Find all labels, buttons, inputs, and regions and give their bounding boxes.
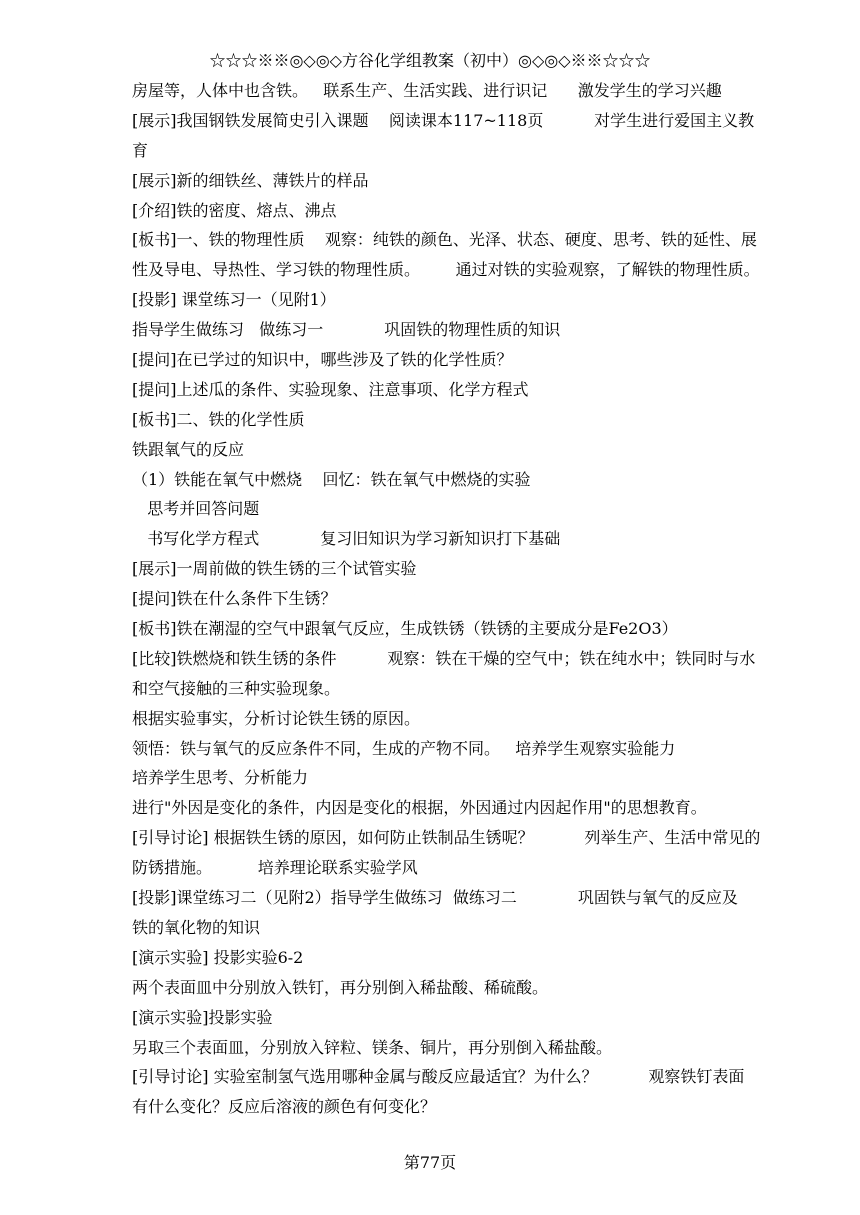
- text-line: 铁的氧化物的知识: [132, 917, 261, 937]
- page-header: ☆☆☆※※◎◇◎◇方谷化学组教案（初中）◎◇◎◇※※☆☆☆: [209, 51, 651, 70]
- text-line: 两个表面皿中分别放入铁钉，再分别倒入稀盐酸、稀硫酸。: [132, 977, 549, 997]
- text-line: 育: [132, 140, 149, 160]
- text-line: [展示]一周前做的铁生锈的三个试管实验: [132, 559, 417, 579]
- text-line: [投影]课堂练习二（见附2）指导学生做练习 做练习二 巩固铁与氧气的反应及: [132, 888, 738, 908]
- text-line: 指导学生做练习 做练习一 巩固铁的物理性质的知识: [132, 320, 561, 340]
- text-line: （1）铁能在氧气中燃烧 回忆：铁在氧气中燃烧的实验: [132, 469, 531, 489]
- text-line: 防锈措施。 培养理论联系实验学风: [132, 858, 418, 878]
- text-line: [演示实验] 投影实验6-2: [132, 947, 304, 967]
- text-line: [提问]上述瓜的条件、实验现象、注意事项、化学方程式: [132, 379, 529, 399]
- text-line: [引导讨论] 实验室制氢气选用哪种金属与酸反应最适宜？为什么？ 观察铁钉表面: [132, 1067, 745, 1087]
- text-line: 根据实验事实，分析讨论铁生锈的原因。: [132, 708, 421, 728]
- page-number: 第77页: [403, 1153, 457, 1172]
- text-line: [演示实验]投影实验: [132, 1007, 273, 1027]
- text-line: [引导讨论] 根据铁生锈的原因，如何防止铁制品生锈呢？ 列举生产、生活中常见的: [132, 828, 761, 848]
- text-line: [板书]铁在潮湿的空气中跟氧气反应，生成铁锈（铁锈的主要成分是Fe2O3）: [132, 619, 678, 639]
- text-line: [板书]二、铁的化学性质: [132, 409, 305, 429]
- text-line: 进行"外因是变化的条件，内因是变化的根据，外因通过内因起作用"的思想教育。: [132, 798, 707, 818]
- document-body: [132, 76, 812, 1122]
- text-line: [板书]一、铁的物理性质 观察：纯铁的颜色、光泽、状态、硬度、思考、铁的延性、展: [132, 230, 757, 250]
- text-line: 有什么变化？反应后溶液的颜色有何变化？: [132, 1097, 437, 1117]
- text-line: 培养学生思考、分析能力: [132, 768, 309, 788]
- text-line: 房屋等，人体中也含铁。 联系生产、生活实践、进行识记 激发学生的学习兴趣: [132, 81, 722, 100]
- text-line: [展示]新的细铁丝、薄铁片的样品: [132, 170, 369, 190]
- text-line: 另取三个表面皿，分别放入锌粒、镁条、铜片，再分别倒入稀盐酸。: [132, 1037, 613, 1057]
- text-line: 铁跟氧气的反应: [132, 439, 245, 459]
- text-line: [提问]在已学过的知识中，哪些涉及了铁的化学性质？: [132, 350, 513, 370]
- text-line: [介绍]铁的密度、熔点、沸点: [132, 200, 337, 220]
- text-line: 思考并回答问题: [132, 499, 260, 519]
- text-line: [提问]铁在什么条件下生锈？: [132, 589, 337, 609]
- text-line: 和空气接触的三种实验现象。: [132, 678, 341, 698]
- text-line: 书写化学方程式 复习旧知识为学习新知识打下基础: [132, 529, 561, 549]
- text-line: 领悟：铁与氧气的反应条件不同，生成的产物不同。 培养学生观察实验能力: [132, 738, 676, 758]
- text-line: 性及导电、导热性、学习铁的物理性质。 通过对铁的实验观察，了解铁的物理性质。: [132, 260, 760, 280]
- text-line: [展示]我国钢铁发展简史引入课题 阅读课本117~118页 对学生进行爱国主义教: [132, 110, 755, 130]
- text-line: [投影] 课堂练习一（见附1）: [132, 290, 336, 310]
- text-line: [比较]铁燃烧和铁生锈的条件 观察：铁在干燥的空气中；铁在纯水中；铁同时与水: [132, 648, 756, 668]
